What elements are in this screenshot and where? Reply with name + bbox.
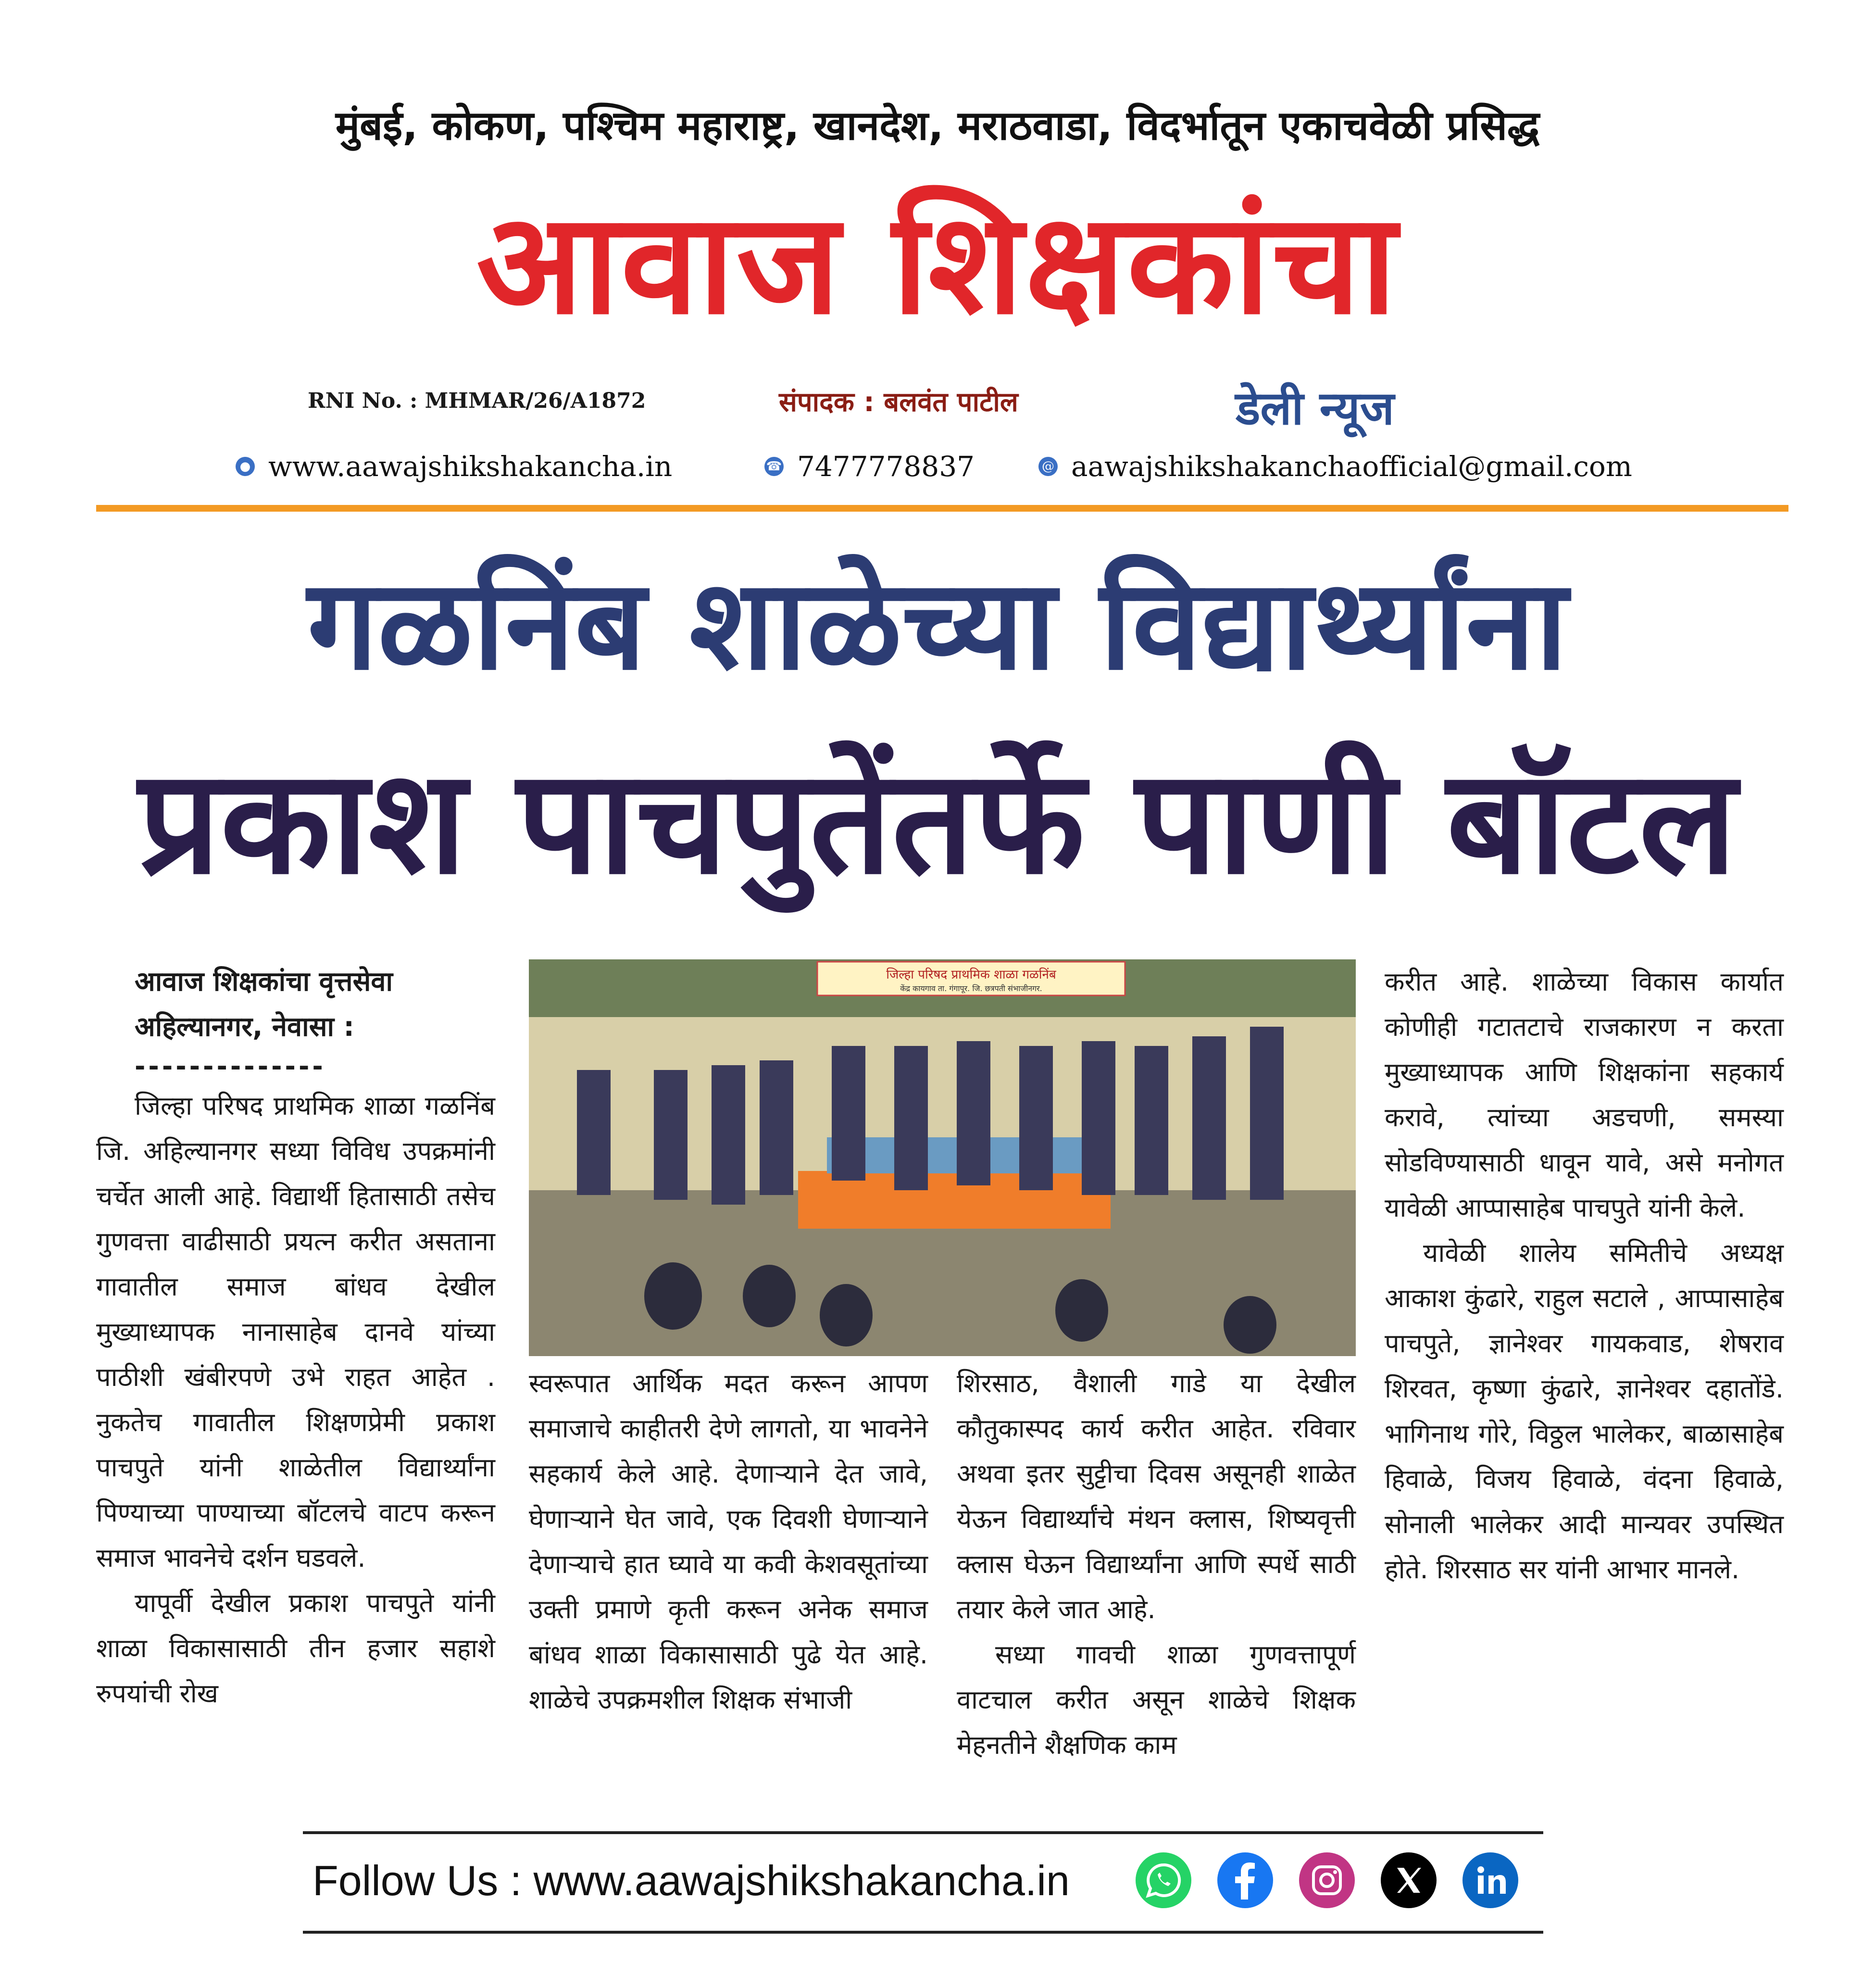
paragraph: जिल्हा परिषद प्राथमिक शाळा गळनिंब जि. अहिल्यानगर सध्या विविध उपक्रमांनी चर्चेत आली आहे. विद्यार्थी हितासाठी तसेच गुणवत्ता वाढीसाठी प्रयत्न करीत असताना गावातील समाज बांधव देखील मुख्याध्यापक नानासाहेब दानवे यांच्या पाठीशी खंबीरपणे उभे राहत आहेत . नुकतेच गावातील शिक्षणप्रेमी प्रकाश पाचपुते यांनी शाळेतील विद्यार्थ्यांना पिण्याच्या पाण्याच्या बॉटलचे वाटप करून समाज भावनेचे दर्शन घडवले. — [96, 1091, 495, 1573]
paragraph: यावेळी शालेय समितीचे अध्यक्ष आकाश कुंढारे, राहुल सटाले , आप्पासाहेब पाचपुते, ज्ञानेश्वर गायकवाड, शेषराव शिरवत, कृष्णा कुंढारे, ज्ञानेश्वर दहातोंडे. भागिनाथ गोरे, विठ्ठल भालेकर, बाळासाहेब हिवाळे, विजय हिवाळे, वंदना हिवाळे, सोनाली भालेकर आदी मान्यवर उपस्थित होते. शिरसाठ सर यांनी आभार मानले. — [1385, 1238, 1784, 1585]
editor-credit: संपादक : बलवंत पाटील — [779, 387, 1018, 418]
phone-icon: ☎ — [764, 457, 784, 476]
email-text[interactable]: aawajshikshakanchaofficial@gmail.com — [1071, 450, 1632, 483]
photo-banner-title: जिल्हा परिषद प्राथमिक शाळा गळनिंब — [886, 968, 1056, 982]
headline-line-2: प्रकाश पाचपुतेंतर्फे पाणी बॉटल — [138, 738, 1737, 906]
website-text[interactable]: www.aawajshikshakancha.in — [268, 450, 673, 483]
newspaper-masthead: आवाज शिक्षकांचा — [476, 183, 1399, 345]
facebook-icon[interactable] — [1216, 1851, 1274, 1909]
email-contact[interactable] — [1038, 450, 1632, 483]
website-contact[interactable] — [236, 450, 672, 483]
paragraph: यापूर्वी देखील प्रकाश पाचपुते यांनी शाळा विकासासाठी तीन हजार सहाशे रुपयांची रोख — [96, 1588, 495, 1709]
event-photo — [529, 959, 1356, 1356]
footer-bottom-rule — [303, 1931, 1543, 1934]
article-column-1 — [96, 959, 495, 1716]
x-icon[interactable] — [1380, 1851, 1438, 1909]
instagram-icon[interactable] — [1298, 1851, 1356, 1909]
edition-label: डेली न्यूज — [1236, 381, 1394, 435]
rni-number: RNI No. : MHMAR/26/A1872 — [308, 389, 646, 413]
paragraph: करीत आहे. शाळेच्या विकास कार्यात कोणीही गटातटाचे राजकारण न करता मुख्याध्यापक आणि शिक्षकांना सहकार्य करावे, त्यांच्या अडचणी, समस्या सोडविण्यासाठी धावून यावे, असे मनोगत यावेळी आप्पासाहेब पाचपुते यांनी केले. — [1385, 967, 1784, 1223]
linkedin-icon[interactable] — [1462, 1851, 1519, 1909]
dateline-place: अहिल्यानगर, नेवासा : — [135, 1011, 354, 1043]
phone-contact[interactable] — [764, 450, 975, 483]
mail-icon: @ — [1038, 457, 1058, 476]
header-divider — [96, 505, 1788, 512]
event-photo-illustration — [529, 959, 1356, 1356]
news-service: आवाज शिक्षकांचा वृत्तसेवा — [135, 966, 393, 997]
footer-top-rule — [303, 1831, 1543, 1834]
phone-text[interactable]: 7477778837 — [797, 450, 975, 483]
paragraph: सध्या गावची शाळा गुणवत्तापूर्ण वाटचाल करीत असून शाळेचे शिक्षक मेहनतीने शैक्षणिक काम — [957, 1639, 1356, 1760]
whatsapp-icon[interactable] — [1135, 1851, 1192, 1909]
photo-banner-subtitle: केंद्र कायगाव ता. गंगापूर. जि. छत्रपती संभाजीनगर. — [900, 984, 1042, 993]
tagline: मुंबई, कोकण, पश्चिम महाराष्ट्र, खानदेश, मराठवाडा, विदर्भातून एकाचवेळी प्रसिद्ध — [335, 102, 1540, 149]
article-column-4 — [1385, 959, 1784, 1592]
follow-us-text[interactable]: Follow Us : www.aawajshikshakancha.in — [312, 1857, 1070, 1904]
article-column-3 — [957, 1361, 1356, 1768]
globe-icon: ● — [236, 457, 255, 476]
headline-line-1: गळनिंब शाळेच्या विद्यार्थ्यांना — [307, 553, 1568, 698]
article-column-2 — [529, 1361, 928, 1723]
dateline-divider: -------------- — [135, 1051, 326, 1082]
paragraph: शिरसाठ, वैशाली गाडे या देखील कौतुकास्पद कार्य करीत आहेत. रविवार अथवा इतर सुट्टीचा दिवस असूनही शाळेत येऊन विद्यार्थ्यांचे मंथन क्लास, शिष्यवृत्ती क्लास घेऊन विद्यार्थ्यांना आणि स्पर्धे साठी तयार केले जात आहे. — [957, 1368, 1356, 1624]
paragraph: स्वरूपात आर्थिक मदत करून आपण समाजाचे काहीतरी देणे लागतो, या भावनेने सहकार्य केले आहे. देणाऱ्याने देत जावे, घेणाऱ्याने घेत जावे, एक दिवशी घेणाऱ्याने देणाऱ्याचे हात घ्यावे या कवी केशवसूतांच्या उक्ती प्रमाणे कृती करून अनेक समाज बांधव शाळा विकासासाठी पुढे येत आहे. शाळेचे उपक्रमशील शिक्षक संभाजी — [529, 1368, 928, 1715]
